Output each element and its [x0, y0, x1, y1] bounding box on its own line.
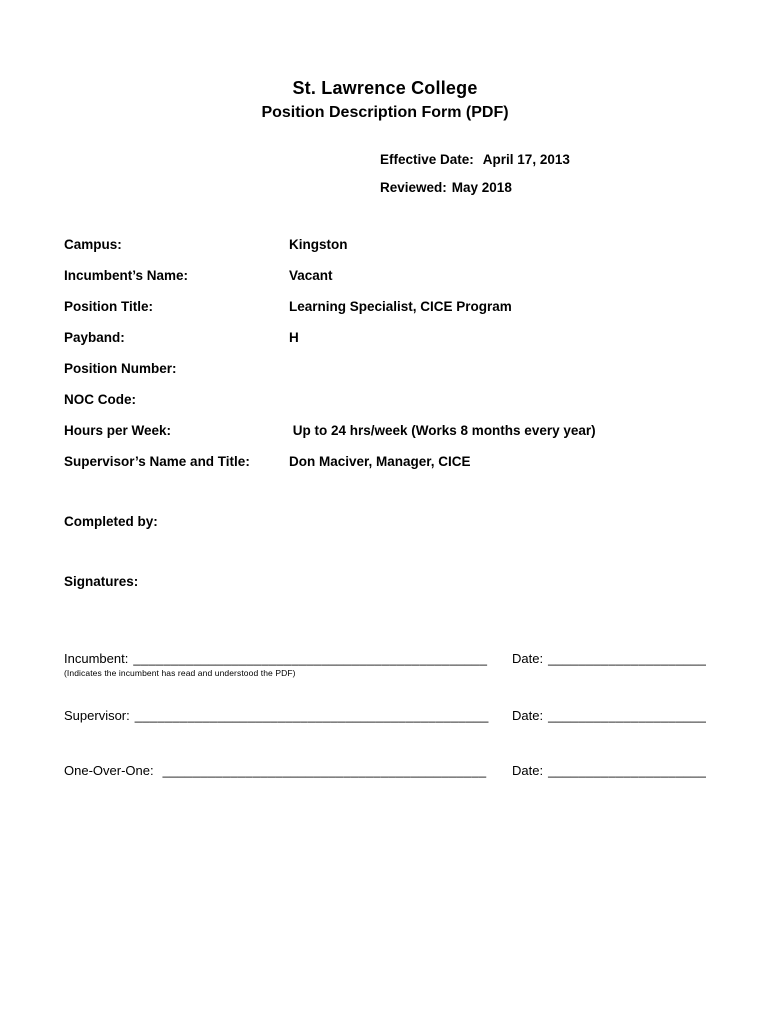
completed-by-heading: Completed by:: [64, 514, 158, 529]
campus-label: Campus:: [64, 237, 122, 252]
effective-date-value: April 17, 2013: [482, 151, 570, 167]
signature-row-supervisor: [64, 708, 706, 723]
reviewed-line: [380, 173, 570, 201]
reviewed-label: Reviewed:: [380, 179, 447, 195]
campus-value: Kingston: [289, 237, 348, 252]
supervisors-name-title-value: Don Maciver, Manager, CICE: [289, 454, 471, 469]
reviewed-value: May 2018: [451, 179, 512, 195]
incumbent-date-line[interactable]: _____________________: [548, 651, 707, 666]
incumbents-name-value: Vacant: [289, 268, 333, 283]
position-number-label: Position Number:: [64, 361, 177, 376]
one-over-one-date-group: [512, 763, 706, 778]
document-title: St. Lawrence College: [292, 78, 478, 98]
hours-per-week-label: Hours per Week:: [64, 423, 172, 438]
one-over-one-date-line[interactable]: _____________________: [548, 763, 707, 778]
incumbent-label: Incumbent:: [64, 651, 129, 666]
field-row-supervisors-name-title: [64, 446, 596, 477]
incumbents-name-label: Incumbent’s Name:: [64, 268, 189, 283]
signatures-heading: Signatures:: [64, 574, 139, 589]
payband-value: H: [289, 330, 299, 345]
document-subtitle: Position Description Form (PDF): [261, 104, 509, 121]
effective-date-line: [380, 145, 570, 173]
field-row-noc-code: [64, 384, 596, 415]
signature-row-one-over-one: [64, 763, 706, 778]
form-fields: [64, 229, 596, 477]
incumbent-note: (Indicates the incumbent has read and understood the PDF): [64, 668, 296, 678]
effective-date-label: Effective Date:: [380, 151, 474, 167]
supervisor-date-group: [512, 708, 706, 723]
incumbent-date-label: Date:: [512, 651, 544, 666]
one-over-one-date-label: Date:: [512, 763, 544, 778]
position-title-value: Learning Specialist, CICE Program: [289, 299, 512, 314]
incumbent-date-group: [512, 651, 706, 666]
title-block: [0, 78, 770, 122]
field-row-hours-per-week: [64, 415, 596, 446]
noc-code-label: NOC Code:: [64, 392, 136, 407]
payband-label: Payband:: [64, 330, 125, 345]
field-row-position-title: [64, 291, 596, 322]
one-over-one-signature-line[interactable]: ___________________________________________: [162, 763, 487, 778]
supervisor-signature-line[interactable]: _______________________________________________: [134, 708, 489, 723]
field-row-position-number: [64, 353, 596, 384]
supervisor-label: Supervisor:: [64, 708, 130, 723]
hours-per-week-value: Up to 24 hrs/week (Works 8 months every year): [289, 423, 596, 438]
field-row-campus: [64, 229, 596, 260]
one-over-one-label: One-Over-One:: [64, 763, 154, 778]
supervisors-name-title-label: Supervisor’s Name and Title:: [64, 454, 250, 469]
field-row-payband: [64, 322, 596, 353]
signature-row-incumbent: [64, 651, 706, 666]
supervisor-date-label: Date:: [512, 708, 544, 723]
incumbent-signature-line[interactable]: _______________________________________________: [133, 651, 488, 666]
supervisor-date-line[interactable]: _____________________: [548, 708, 707, 723]
position-title-label: Position Title:: [64, 299, 154, 314]
field-row-incumbents-name: [64, 260, 596, 291]
meta-block: [380, 145, 570, 201]
